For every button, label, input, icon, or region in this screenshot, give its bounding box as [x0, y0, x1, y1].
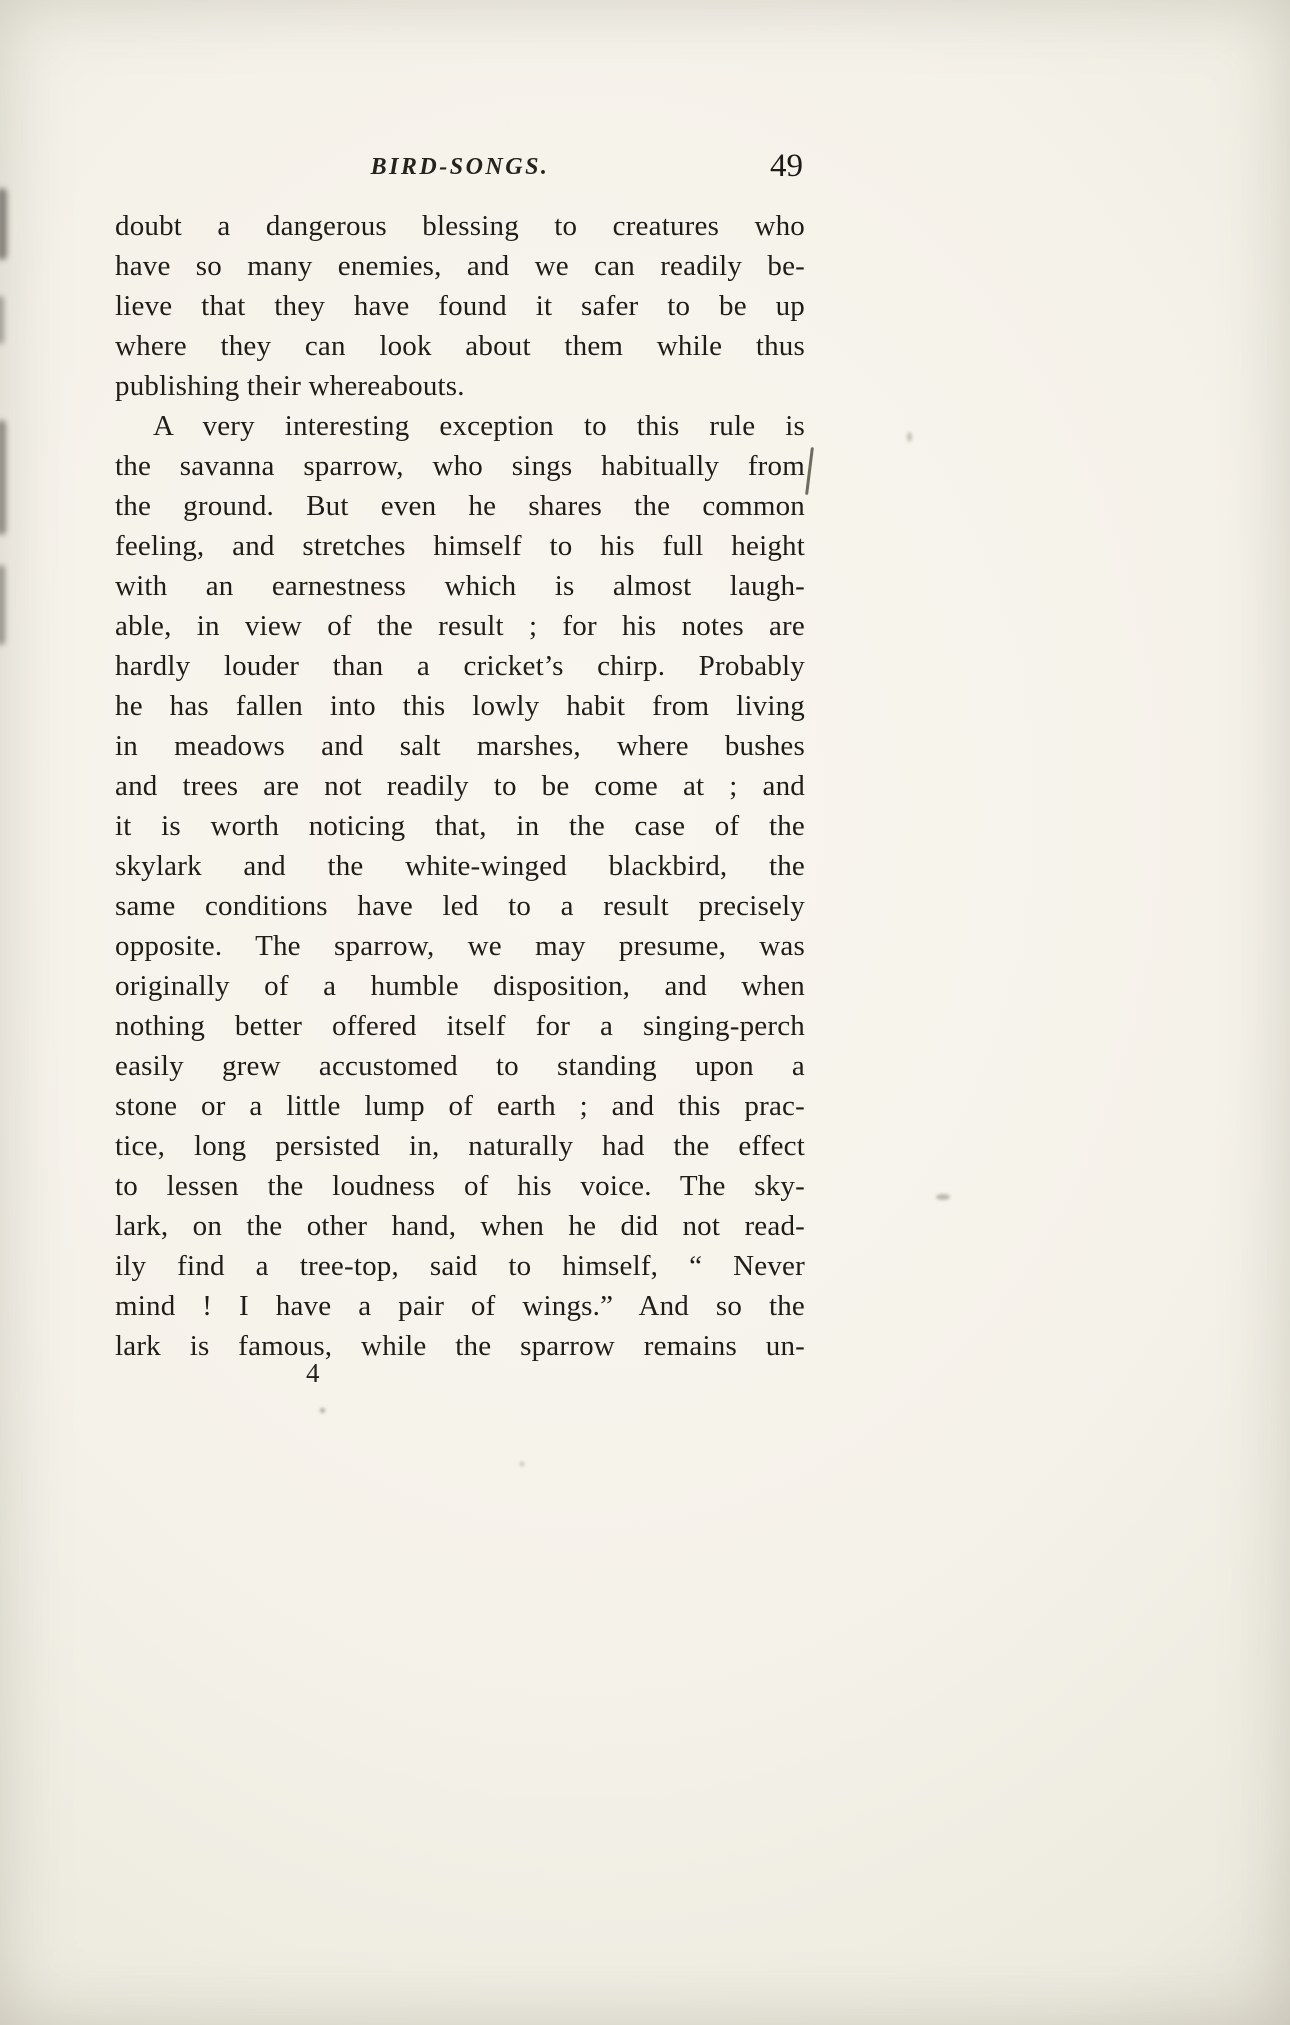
text-line: feeling, and stretches himself to his full height	[115, 530, 805, 562]
text-line: able, in view of the result ; for his notes are	[115, 610, 805, 642]
text-line: nothing better offered itself for a singing-perch	[115, 1010, 805, 1042]
running-header: BIRD-SONGS.	[370, 154, 550, 180]
text-line: in meadows and salt marshes, where bushes	[115, 730, 805, 762]
text-line: mind ! I have a pair of wings.” And so the	[115, 1290, 805, 1322]
signature-mark: 4	[306, 1358, 320, 1388]
text-line: lieve that they have found it safer to be up	[115, 290, 805, 322]
text-line: and trees are not readily to be come at ; and	[115, 770, 805, 802]
text-line: have so many enemies, and we can readily be-	[115, 250, 805, 282]
scan-speck	[907, 432, 912, 442]
text-line: stone or a little lump of earth ; and this prac-	[115, 1090, 805, 1122]
text-line: easily grew accustomed to standing upon a	[115, 1050, 805, 1082]
scan-speck	[320, 1408, 325, 1413]
text-line: skylark and the white-winged blackbird, the	[115, 850, 805, 882]
scan-smudge	[0, 565, 5, 645]
body-text	[115, 206, 805, 1366]
text-line: with an earnestness which is almost laugh-	[115, 570, 805, 602]
text-line: doubt a dangerous blessing to creatures who	[115, 210, 805, 242]
text-line: originally of a humble disposition, and when	[115, 970, 805, 1002]
text-line: ily find a tree-top, said to himself, “ Never	[115, 1250, 805, 1282]
scan-speck	[520, 1462, 524, 1466]
text-line: it is worth noticing that, in the case of the	[115, 810, 805, 842]
text-line: the savanna sparrow, who sings habitually from	[115, 450, 805, 482]
text-line: lark is famous, while the sparrow remains un-	[115, 1330, 805, 1362]
scan-smudge	[0, 188, 7, 260]
page-number: 49	[770, 148, 803, 184]
text-line: he has fallen into this lowly habit from living	[115, 690, 805, 722]
margin-pencil-mark	[805, 447, 813, 495]
text-line: publishing their whereabouts.	[115, 370, 465, 402]
text-line: hardly louder than a cricket’s chirp. Probably	[115, 650, 805, 682]
scan-smudge	[0, 420, 6, 535]
text-line: same conditions have led to a result precisely	[115, 890, 805, 922]
scan-speck	[936, 1194, 950, 1200]
text-line: to lessen the loudness of his voice. The sky-	[115, 1170, 805, 1202]
page-header	[115, 146, 805, 190]
text-line: where they can look about them while thus	[115, 330, 805, 362]
scan-smudge	[0, 296, 4, 344]
text-line: tice, long persisted in, naturally had the effect	[115, 1130, 805, 1162]
text-line: the ground. But even he shares the common	[115, 490, 805, 522]
text-line: opposite. The sparrow, we may presume, was	[115, 930, 805, 962]
text-line: A very interesting exception to this rule is	[153, 410, 805, 442]
text-line: lark, on the other hand, when he did not read-	[115, 1210, 805, 1242]
